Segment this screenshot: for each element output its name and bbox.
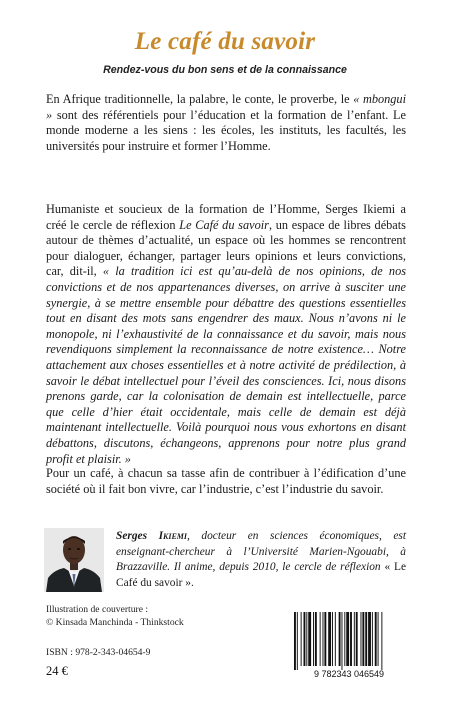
barcode-bar xyxy=(324,612,326,666)
barcode-bar xyxy=(378,612,379,666)
barcode-bar xyxy=(335,612,336,666)
barcode-bar xyxy=(350,612,352,666)
author-bio xyxy=(116,529,406,591)
barcode-bar xyxy=(361,612,362,666)
cover-credit xyxy=(46,603,246,629)
barcode-bars xyxy=(294,612,382,670)
barcode-bar xyxy=(375,612,377,666)
author-bio-cafe: « Le Café du savoir ». xyxy=(116,561,406,589)
author-portrait-icon xyxy=(44,528,104,592)
paragraph-intro-after: sont des référentiels pour l’éducation et la formation de l’enfant. Le monde moderne a les siens : les écoles, les instituts, les facultés, les universités pour instruire et former l’Homme. xyxy=(46,107,406,153)
barcode-bar xyxy=(301,612,302,666)
paragraph-intro xyxy=(46,92,406,154)
credit-value: © Kinsada Manchinda - Thinkstock xyxy=(46,617,184,628)
barcode-bar xyxy=(304,612,306,666)
barcode-bar xyxy=(332,612,333,666)
author-quote: « la tradition ici est qu’au-delà de nos opinions, de nos convictions et de nos appartenances diverses, on arrive à susciter une synergie, à se mettre ensemble pour débattre des questions essentielles tout en disant des mots sans engendrer des maux. Nous n’avons ni le monopole, ni l’exhaustivité de la connaissance et du savoir, mais nous revendiquons simplement la reconnaissance de notre existence… Notre attachement aux choses essentielles et à notre activité de prédilection, à savoir le débat intellectuel pour l’éveil des consciences. Ici, nous disons prenons garde, car la colonisation de demain est intellectuelle, parce que celle d’hier était occidentale, mais celle de demain est déjà maintenant intellectuelle. Voilà pourquoi nous vous exhortons en disant débattons, discutons, échangeons, apprenons pour notre plus grand profit et plaisir. » xyxy=(46,264,406,466)
barcode-bar xyxy=(354,612,355,666)
barcode-bar xyxy=(362,612,364,666)
book-title: Le café du savoir xyxy=(134,28,316,55)
barcode-bar xyxy=(294,612,296,670)
barcode-bar xyxy=(356,612,358,666)
barcode-bar xyxy=(323,612,324,666)
barcode-digits: 9 782343 046549 xyxy=(313,669,385,679)
barcode xyxy=(290,610,408,680)
author-photo xyxy=(44,528,104,592)
author-last-name: Ikiemi xyxy=(158,530,188,542)
paragraph-intro-before: En Afrique traditionnelle, la palabre, le conte, le proverbe, le xyxy=(46,92,354,106)
barcode-bar xyxy=(346,612,349,666)
author-bio-text: , docteur en sciences économiques, est enseignant-chercheur à l’Université Marien-Ngouabi, à Brazzaville. Il anime, depuis 2010, le cercle de réflexion xyxy=(116,530,406,574)
barcode-bar xyxy=(315,612,317,666)
barcode-bar xyxy=(372,612,373,666)
book-subtitle: Rendez-vous du bon sens et de la connaissance xyxy=(103,64,347,76)
barcode-bar xyxy=(368,612,371,666)
barcode-bar xyxy=(320,612,321,666)
paragraph-humanist-middle: , un espace de libres débats autour de thèmes d’actualité, un espace où les hommes se rencontrent pour dialoguer, échanger, partager leurs opinions et leurs convictions, car, dit-il, xyxy=(46,217,406,279)
mbongui-term: « mbongui » xyxy=(46,92,406,122)
paragraph-humanist xyxy=(46,202,406,467)
isbn: ISBN : 978-2-343-04654-9 xyxy=(46,647,151,658)
barcode-bar xyxy=(342,612,343,670)
barcode-bar xyxy=(344,612,345,666)
author-first-name: Serges xyxy=(116,530,148,542)
paragraph-humanist-intro: Humaniste et soucieux de la formation de l’Homme, Serges Ikiemi a créé le cercle de réflexion xyxy=(46,202,406,232)
barcode-bar xyxy=(339,612,341,666)
cafe-title-ref: Le Café du savoir xyxy=(179,217,269,232)
barcode-bar xyxy=(365,612,367,666)
barcode-bar xyxy=(313,612,314,666)
price: 24 € xyxy=(46,664,68,678)
barcode-bar xyxy=(297,612,298,670)
barcode-bar xyxy=(381,612,382,670)
barcode-bar xyxy=(306,612,307,666)
barcode-bar xyxy=(308,612,311,666)
credit-label: Illustration de couverture : xyxy=(46,604,149,615)
paragraph-conclusion: Pour un café, à chacun sa tasse afin de contribuer à l’édification d’une société où il fait bon vivre, car l’industrie, c’est l’industrie du savoir. xyxy=(46,466,406,496)
barcode-bar xyxy=(328,612,331,666)
